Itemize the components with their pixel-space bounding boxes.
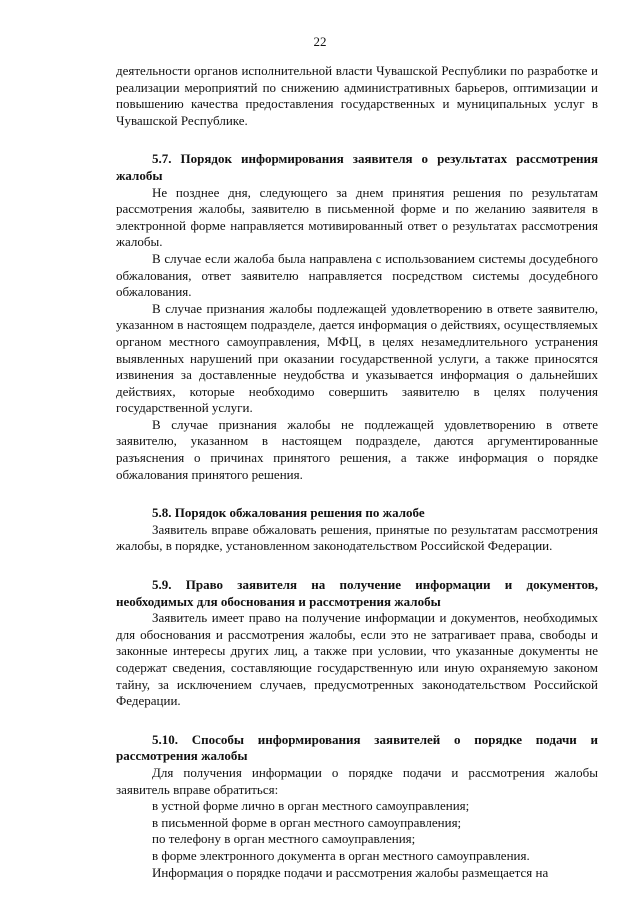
paragraph: Информация о порядке подачи и рассмотрения жалобы размещается на (152, 864, 549, 880)
paragraph: Заявитель вправе обжаловать решения, принятые по результатам рассмотрения жалобы, в порядке, установленном законодательством Российской Федерации. (116, 521, 598, 554)
paragraph: Для получения информации о порядке подачи и рассмотрения жалобы заявитель вправе обратиться: (116, 764, 598, 797)
list-item: по телефону в орган местного самоуправления; (152, 831, 416, 847)
page-number: 22 (313, 34, 327, 49)
list-item: в письменной форме в орган местного самоуправления; (152, 814, 462, 830)
list-item: в устной форме лично в орган местного самоуправления; (152, 798, 470, 814)
paragraph: Заявитель имеет право на получение информации и документов, необходимых для обоснования и рассмотрения жалобы, если это не затрагивает права, свободы и законные интересы других лиц, а также при условии, что указанные документы не содержат сведения, составляющие государственную или иную охраняемую законом тайну, за исключением случаев, предусмотренных законодательством Российской Федерации. (116, 610, 598, 709)
document-body (116, 63, 598, 881)
paragraph: В случае признания жалобы подлежащей удовлетворению в ответе заявителю, указанном в настоящем подразделе, дается информация о действиях, осуществляемых органом местного самоуправления, МФЦ, в целях незамедлительного устранения выявленных нарушений при оказании государственной услуги, а также приносятся извинения за доставленные неудобства и указывается информация о дальнейших действиях, которые необходимо совершить заявителю в целях получения государственной услуги. (116, 300, 598, 416)
section-heading-5-10: 5.10. Способы информирования заявителей о порядке подачи и рассмотрения жалобы (116, 731, 598, 764)
section-heading-5-8: 5.8. Порядок обжалования решения по жалобе (152, 505, 425, 521)
section-heading-5-9: 5.9. Право заявителя на получение информации и документов, необходимых для обоснования и рассмотрения жалобы (116, 577, 598, 609)
paragraph: Не позднее дня, следующего за днем принятия решения по результатам рассмотрения жалобы, заявителю в письменной форме и по желанию заявителя в электронной форме направляется мотивированный ответ о результатах рассмотрения жалобы. (116, 184, 598, 250)
paragraph: В случае если жалоба была направлена с использованием системы досудебного обжалования, ответ заявителю направляется посредством системы досудебного обжалования. (116, 250, 598, 300)
paragraph: В случае признания жалобы не подлежащей удовлетворению в ответе заявителю, указанном в настоящем подразделе, даются аргументированные разъяснения о причинах принятого решения, а также информация о порядке обжалования принятого решения. (116, 416, 598, 482)
list-item: в форме электронного документа в орган местного самоуправления. (152, 847, 530, 863)
section-heading-5-7: 5.7. Порядок информирования заявителя о результатах рассмотрения жалобы (116, 151, 598, 183)
intro-paragraph: деятельности органов исполнительной власти Чувашской Республики по разработке и реализации мероприятий по снижению административных барьеров, оптимизации и повышению качества предоставления государственных и муниципальных услуг в Чувашской Республике. (116, 63, 598, 128)
